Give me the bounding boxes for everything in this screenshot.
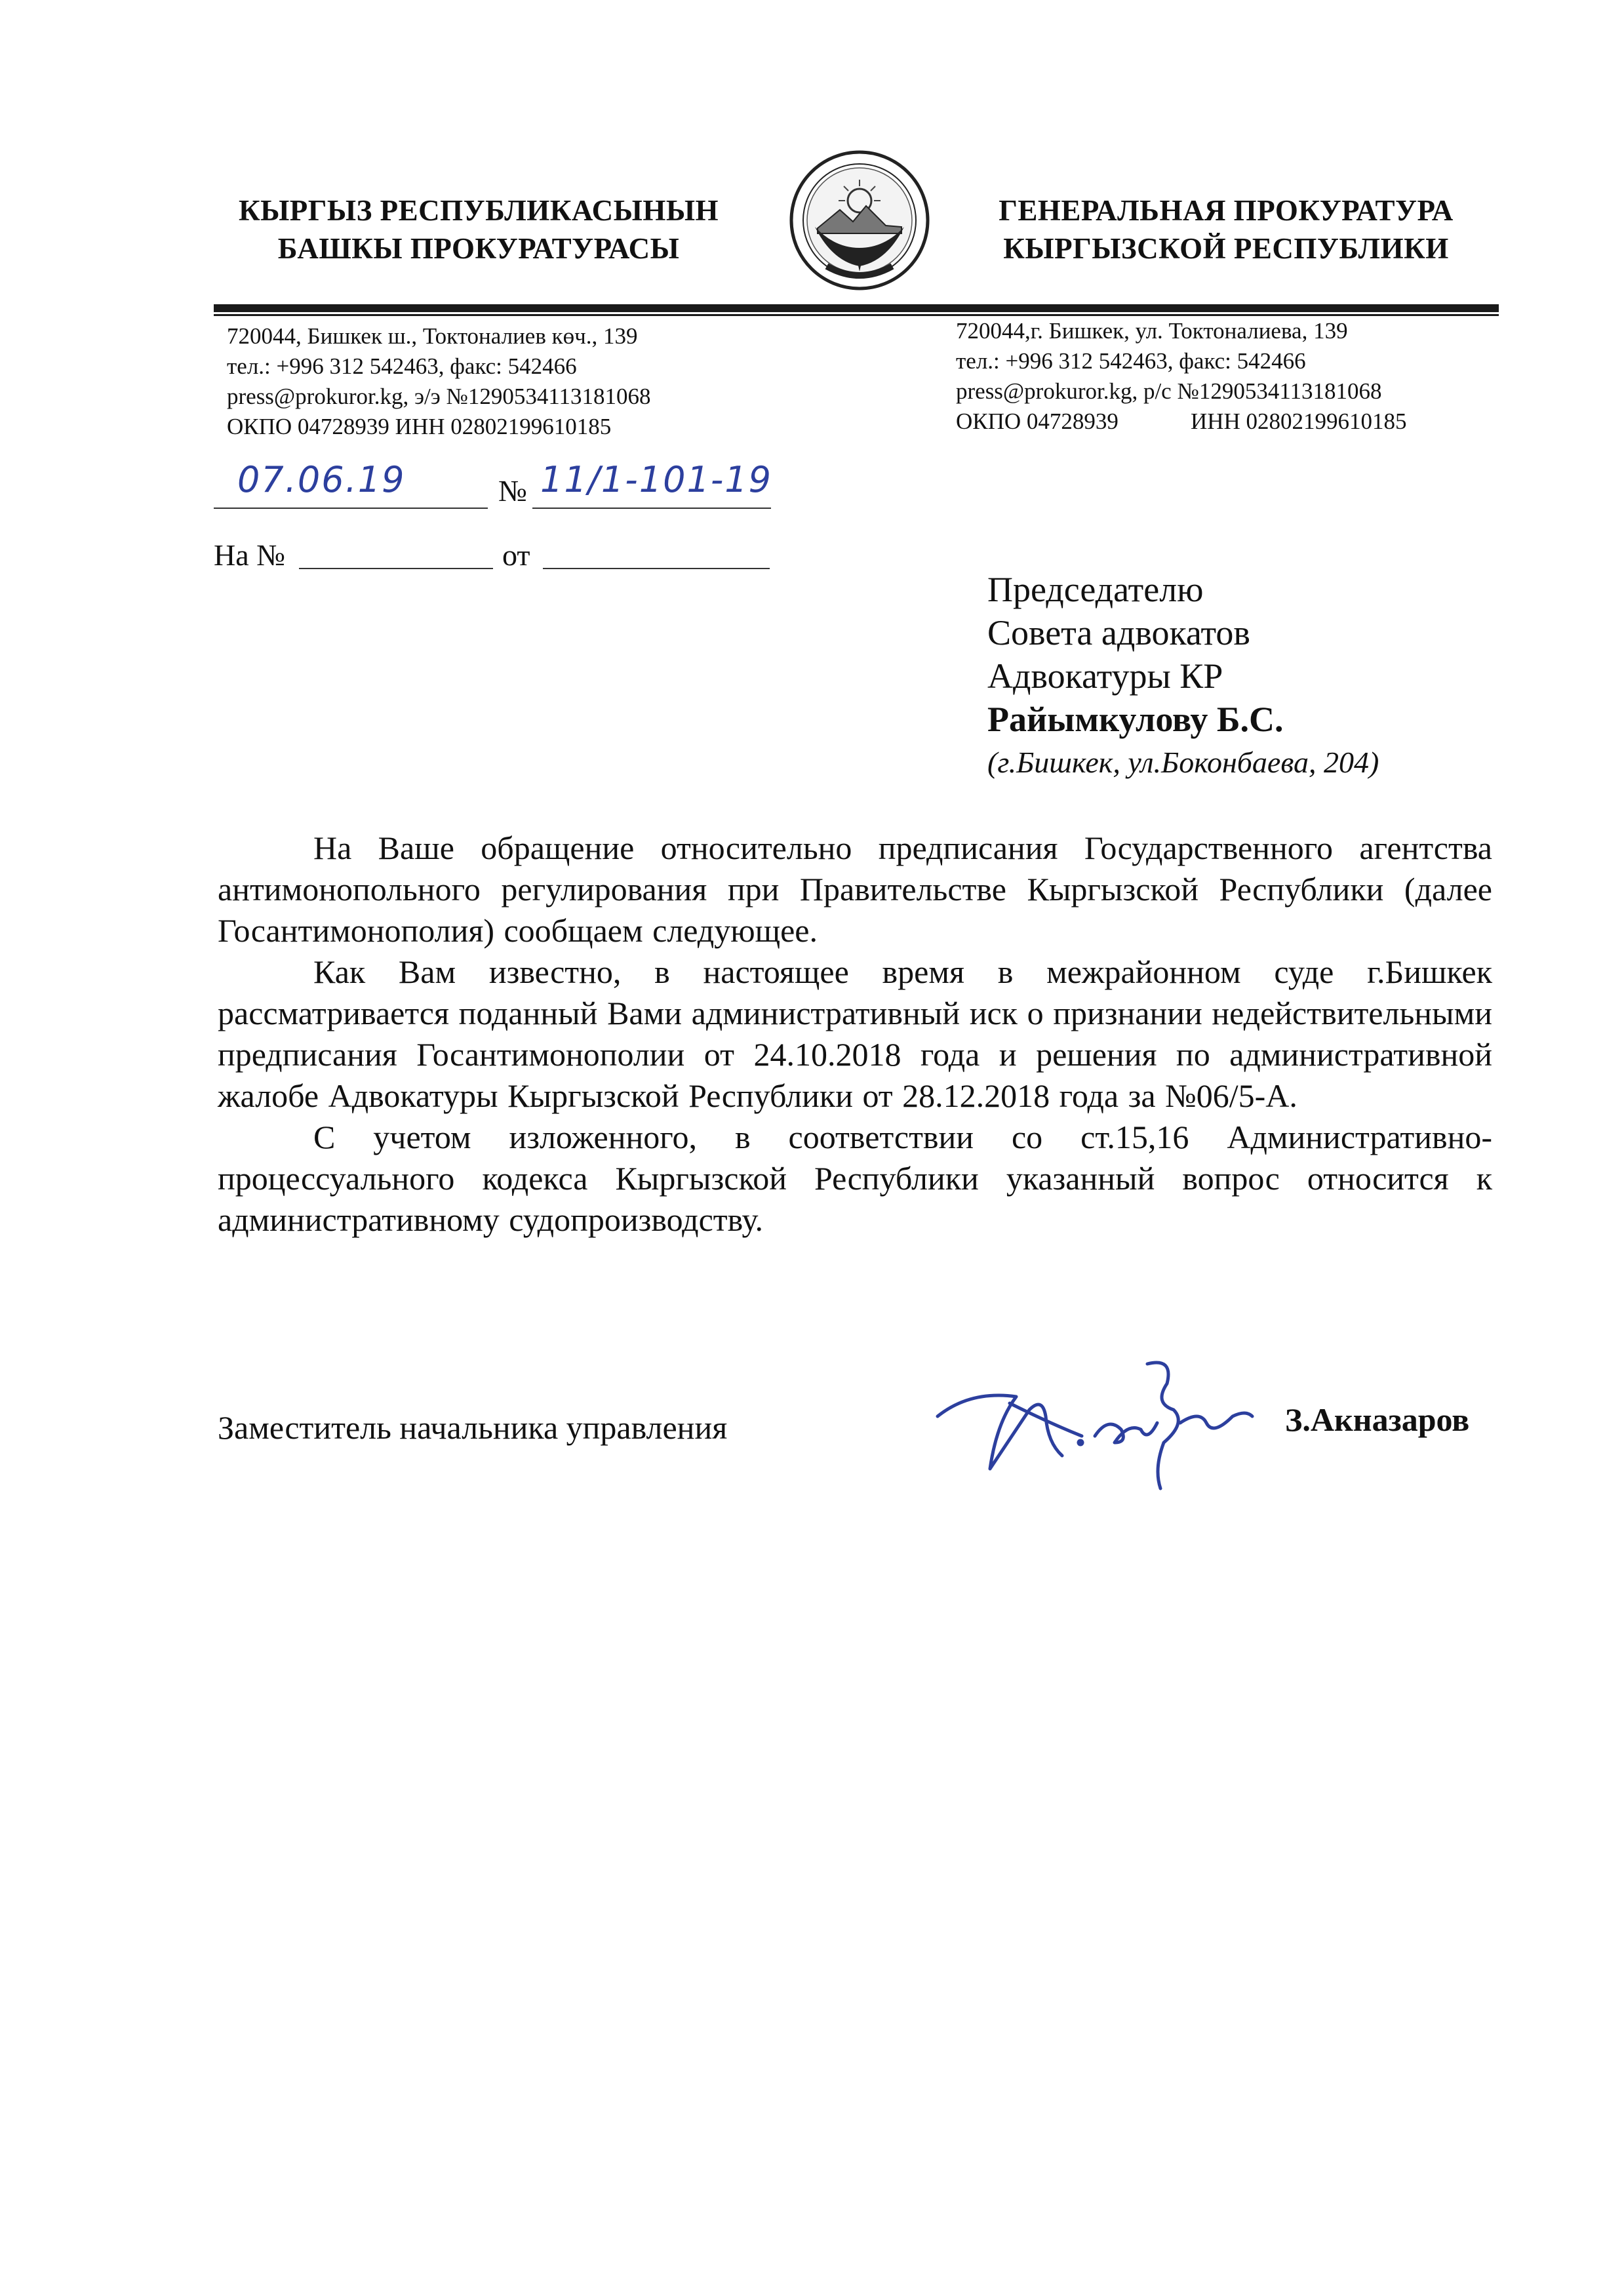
incoming-from-line	[543, 568, 770, 569]
letter-body	[218, 828, 1492, 1241]
header-left-line2: БАШКЫ ПРОКУРАТУРАСЫ	[277, 232, 680, 265]
address-left-line4: ОКПО 04728939 ИНН 02802199610185	[227, 414, 612, 439]
address-right-line1: 720044,г. Бишкек, ул. Токтоналиева, 139	[956, 318, 1348, 344]
signatory-title: Заместитель начальника управления	[218, 1409, 728, 1446]
incoming-ref-label: На №	[214, 538, 286, 572]
handwritten-signature	[931, 1344, 1272, 1502]
incoming-from-label: от	[502, 538, 530, 572]
address-right-line4	[956, 407, 1407, 437]
outgoing-number: 11/1-101-19	[540, 459, 773, 500]
address-left-line3: press@prokuror.kg, э/э №1290534113181068	[227, 384, 651, 409]
outgoing-date: 07.06.19	[237, 459, 406, 500]
address-left-line1: 720044, Бишкек ш., Токтоналиев көч., 139	[227, 323, 638, 349]
address-right	[956, 316, 1407, 437]
header-right-title	[944, 191, 1508, 268]
recipient-block	[987, 568, 1379, 784]
address-right-line3: press@prokuror.kg, р/с №1290534113181068	[956, 378, 1382, 404]
recipient-name: Райымкулову Б.С.	[987, 700, 1284, 739]
address-right-okpo: ОКПО 04728939	[956, 409, 1119, 434]
header-right-line2: КЫРГЫЗСКОЙ РЕСПУБЛИКИ	[1003, 232, 1449, 265]
header-left-title	[197, 191, 761, 268]
header-left-line1: КЫРГЫЗ РЕСПУБЛИКАСЫНЫН	[238, 194, 719, 227]
state-emblem	[789, 150, 930, 291]
body-paragraph-3: С учетом изложенного, в соответствии со ст.15,16 Административно-процессуального кодекса Кыргызской Республики указанный вопрос относится к административному судопроизводству.	[218, 1119, 1492, 1238]
address-left-line2: тел.: +996 312 542463, факс: 542466	[227, 353, 577, 379]
address-left	[227, 321, 651, 442]
recipient-line2: Совета адвокатов	[987, 613, 1250, 652]
address-right-inn: ИНН 02802199610185	[1190, 409, 1407, 434]
recipient-line1: Председателю	[987, 570, 1204, 609]
outgoing-number-line	[532, 508, 771, 509]
body-paragraph-2: Как Вам известно, в настоящее время в межрайонном суде г.Бишкек рассматривается поданный Вами административный иск о признании недействительными предписания Госантимонополии от 24.10.2018 года и решения по административной жалобе Адвокатуры Кыргызской Республики от 28.12.2018 года за №06/5-А.	[218, 953, 1492, 1114]
outgoing-number-label: №	[498, 474, 527, 508]
incoming-ref-line	[299, 568, 493, 569]
signatory-name: З.Акназаров	[1285, 1401, 1470, 1438]
recipient-address: (г.Бишкек, ул.Боконбаева, 204)	[987, 746, 1379, 779]
recipient-line3: Адвокатуры КР	[987, 656, 1223, 696]
outgoing-date-line	[214, 508, 488, 509]
address-right-line2: тел.: +996 312 542463, факс: 542466	[956, 348, 1306, 374]
header-divider-thick	[214, 304, 1499, 312]
header-right-line1: ГЕНЕРАЛЬНАЯ ПРОКУРАТУРА	[999, 194, 1454, 227]
body-paragraph-1: На Ваше обращение относительно предписания Государственного агентства антимонопольного регулирования при Правительстве Кыргызской Республики (далее Госантимонополия) сообщаем следующее.	[218, 829, 1492, 949]
